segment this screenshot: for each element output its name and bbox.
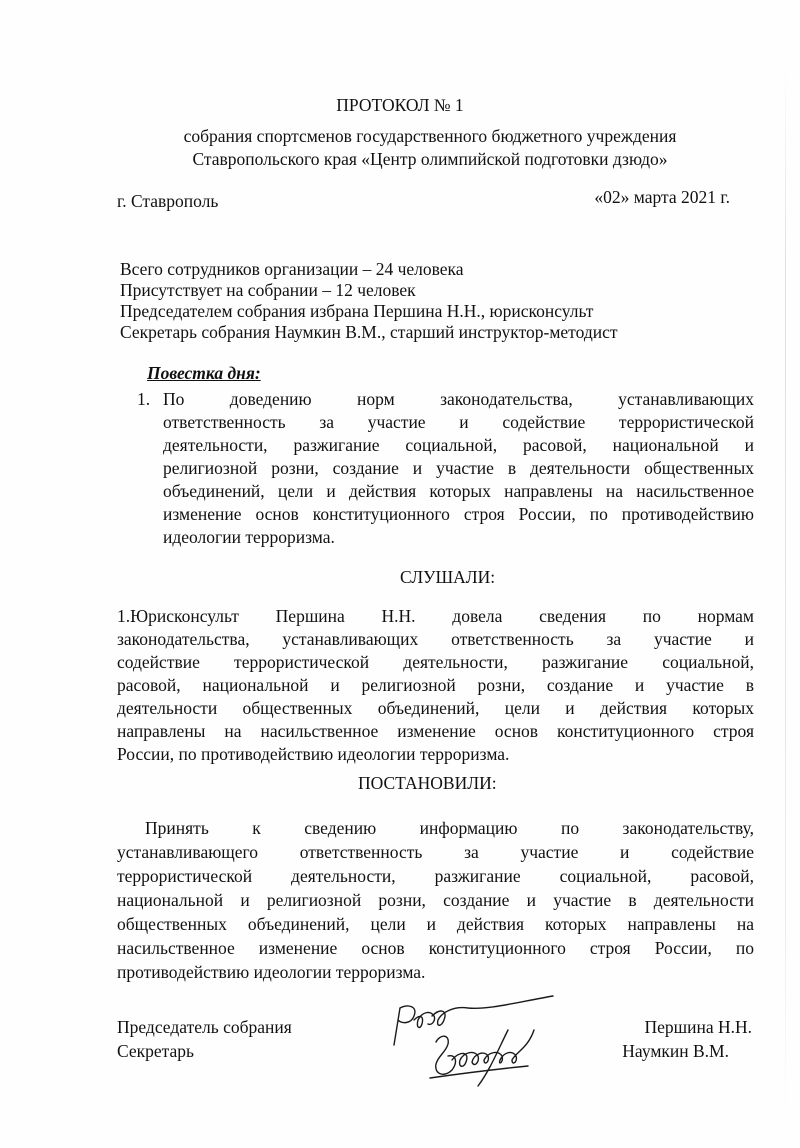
- agenda-line: изменение основ конституционного строя России, по противодействию: [163, 504, 754, 524]
- agenda-line: деятельности, разжигание социальной, расовой, национальной и: [163, 435, 754, 455]
- secretary-signature-stroke: [436, 1030, 534, 1086]
- handwritten-signatures: [378, 990, 578, 1090]
- resolved-text: [117, 816, 754, 984]
- heard-line: деятельности общественных объединений, цели и действия которых: [117, 698, 754, 718]
- resolved-line: противодействию идеологии терроризма.: [117, 962, 426, 982]
- attendance-total: Всего сотрудников организации – 24 человека: [120, 259, 464, 279]
- date: «02» марта 2021 г.: [594, 187, 730, 207]
- resolved-line: устанавливающего ответственность за участие и содействие: [117, 842, 754, 862]
- document-subtitle-line2: Ставропольского края «Центр олимпийской подготовки дзюдо»: [192, 149, 668, 169]
- attendance-chair: Председателем собрания избрана Першина Н.Н., юрисконсульт: [120, 301, 594, 321]
- agenda-line: религиозной розни, создание и участие в деятельности общественных: [163, 458, 754, 478]
- document-subtitle-line1: собрания спортсменов государственного бюджетного учреждения: [183, 126, 677, 146]
- secretary-name: Наумкин В.М.: [622, 1041, 729, 1061]
- agenda-title: Повестка дня:: [147, 363, 261, 383]
- chair-signature-stroke: [394, 996, 553, 1045]
- heard-line: России, по противодействию идеологии терроризма.: [117, 744, 510, 764]
- resolved-line: Принять к сведению информацию по законодательству,: [145, 818, 754, 838]
- heard-line: расовой, национальной и религиозной розни, создание и участие в: [117, 675, 754, 695]
- agenda-item-text: [163, 388, 754, 549]
- secretary-signature-underline: [430, 1066, 528, 1078]
- heard-line: направлены на насильственное изменение основ конституционного строя: [117, 721, 754, 741]
- chair-name: Першина Н.Н.: [644, 1017, 752, 1037]
- scan-edge-line: [785, 60, 786, 1120]
- chair-role: Председатель собрания: [117, 1017, 292, 1037]
- resolved-line: террористической деятельности, разжигание социальной, расовой,: [117, 866, 754, 886]
- attendance-secretary: Секретарь собрания Наумкин В.М., старший инструктор-методист: [120, 322, 618, 342]
- heard-title: СЛУШАЛИ:: [400, 567, 496, 587]
- heard-line: 1.Юрисконсульт Першина Н.Н. довела сведения по нормам: [117, 606, 754, 626]
- agenda-item-number: 1.: [137, 389, 151, 409]
- heard-text: [117, 605, 754, 766]
- agenda-line: объединений, цели и действия которых направлены на насильственное: [163, 481, 754, 501]
- resolved-title: ПОСТАНОВИЛИ:: [358, 773, 497, 793]
- heard-line: содействие террористической деятельности, разжигание социальной,: [117, 652, 754, 672]
- attendance-present: Присутствует на собрании – 12 человек: [120, 280, 416, 300]
- agenda-line: идеологии терроризма.: [163, 527, 335, 547]
- resolved-line: национальной и религиозной розни, создание и участие в деятельности: [117, 890, 754, 910]
- city: г. Ставрополь: [117, 191, 219, 211]
- heard-line: законодательства, устанавливающих ответственность за участие и: [117, 629, 754, 649]
- agenda-line: По доведению норм законодательства, устанавливающих: [163, 389, 754, 409]
- resolved-line: общественных объединений, цели и действия которых направлены на: [117, 914, 754, 934]
- agenda-line: ответственность за участие и содействие террористической: [163, 412, 754, 432]
- secretary-role: Секретарь: [117, 1041, 195, 1061]
- document-title: ПРОТОКОЛ № 1: [336, 95, 464, 115]
- resolved-line: насильственное изменение основ конституционного строя России, по: [117, 938, 754, 958]
